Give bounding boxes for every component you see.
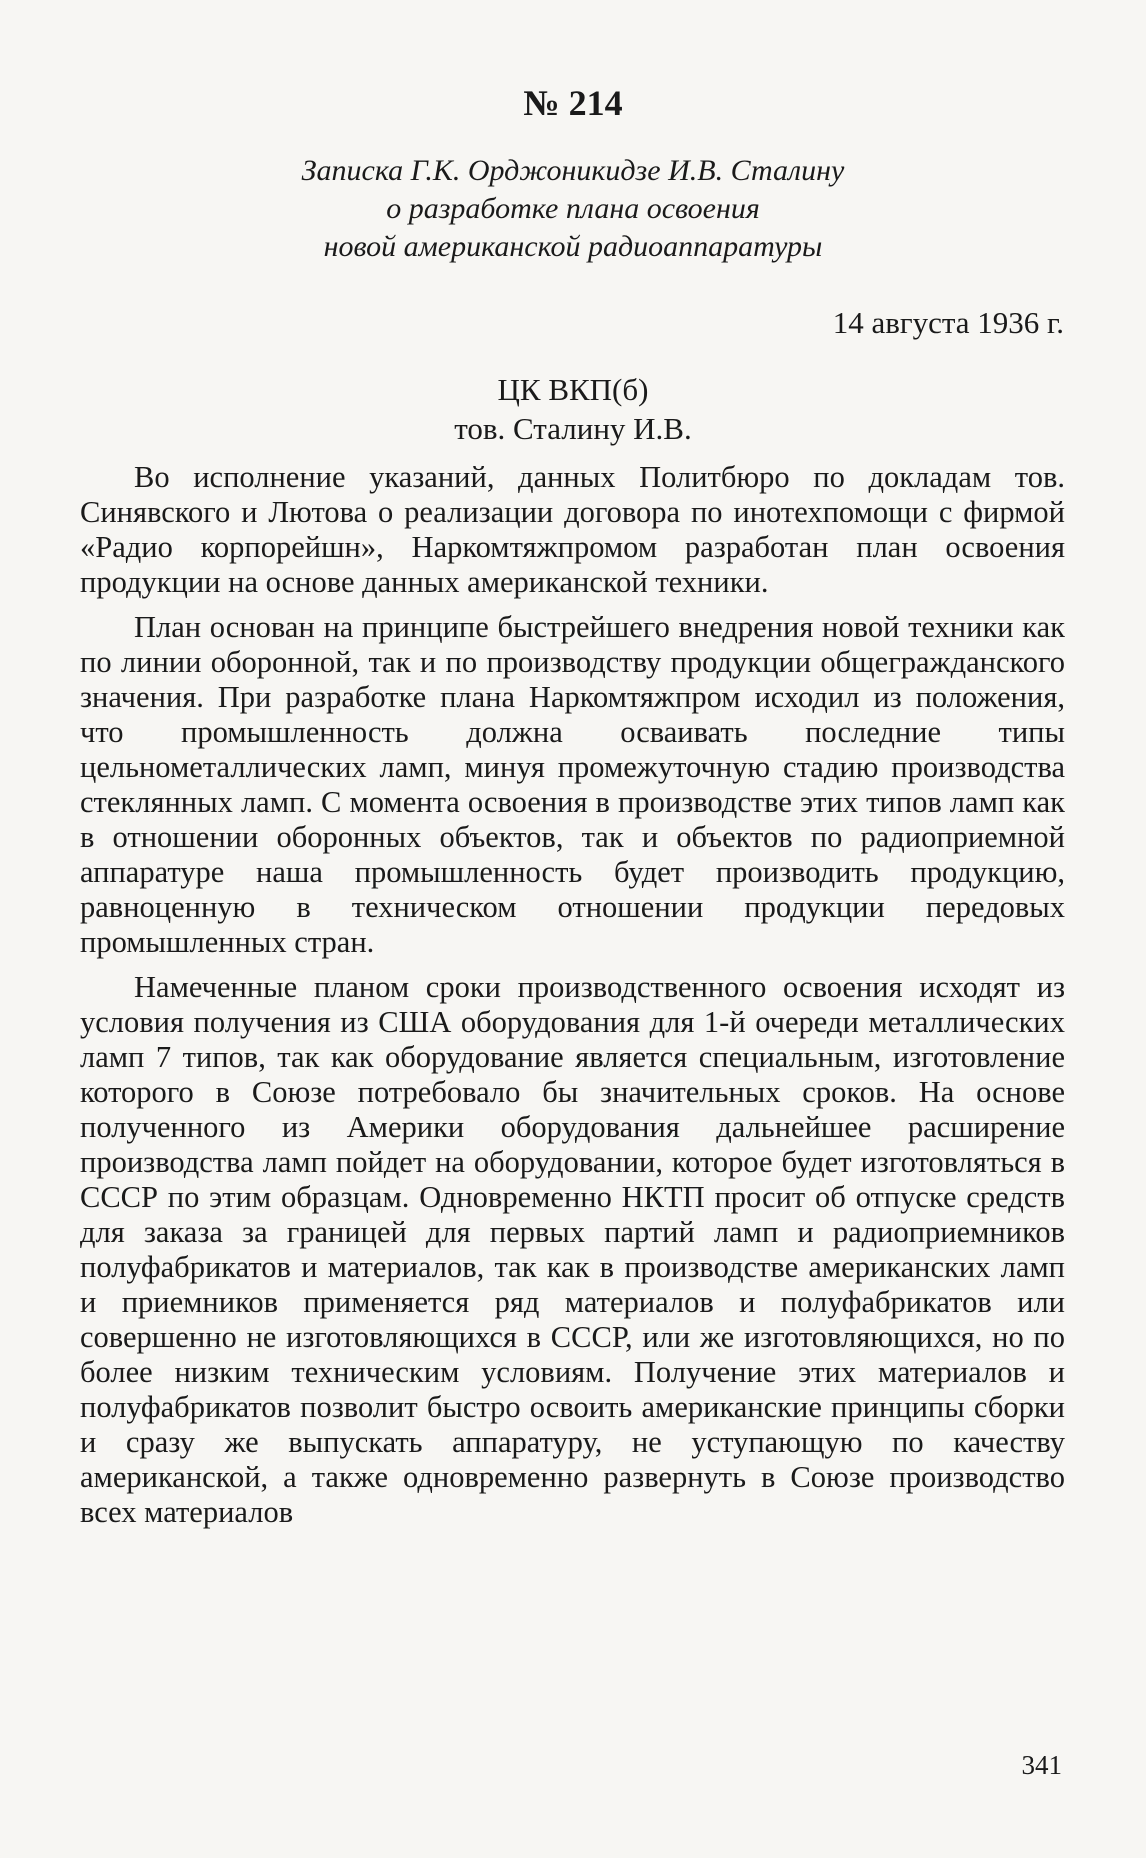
body-paragraph: Намеченные планом сроки производственного освоения исходят из условия получения из США оборудования для 1-й очереди металлических ламп 7 типов, так как оборудование является специальным, изготовление которого в Союзе потребовало бы значительных сроков. На основе полученного из Америки оборудования дальнейшее расширение производства ламп пойдет на оборудовании, которое будет изготовляться в СССР по этим образцам. Одновременно НКТП просит об отпуске средств для заказа за границей для первых партий ламп и радиоприемников полуфабрикатов и материалов, так как в производстве американских ламп и приемников применяется ряд материалов и полуфабрикатов или совершенно не изготовляющихся в СССР, или же изготовляющихся, но по более низким техническим условиям. Получение этих материалов и полуфабрикатов позволит быстро освоить американские принципы сборки и сразу же выпускать аппаратуру, не уступающую по качеству американской, а также одновременно развернуть в Союзе производство всех материалов bbox=[80, 970, 1065, 1529]
document-heading bbox=[0, 152, 1146, 266]
addressee-line: ЦК ВКП(б) bbox=[497, 372, 649, 407]
body-paragraph: Во исполнение указаний, данных Политбюро по докладам тов. Синявского и Лютова о реализации договора по инотехпомощи с фирмой «Радио корпорейшн», Наркомтяжпромом разработан план освоения продукции на основе данных американской техники. bbox=[80, 460, 1065, 599]
addressee-line: тов. Сталину И.В. bbox=[454, 411, 692, 446]
heading-line: новой американской радиоаппаратуры bbox=[323, 230, 823, 263]
document-body bbox=[80, 460, 1065, 1540]
heading-line: Записка Г.К. Орджоникидзе И.В. Сталину bbox=[301, 154, 845, 187]
document-number: № 214 bbox=[523, 83, 623, 123]
body-paragraph: План основан на принципе быстрейшего внедрения новой техники как по линии оборонной, так и по производству продукции общегражданского значения. При разработке плана Наркомтяжпром исходил из положения, что промышленность должна осваивать последние типы цельнометаллических ламп, минуя промежуточную стадию производства стеклянных ламп. С момента освоения в производстве этих типов ламп как в отношении оборонных объектов, так и объектов по радиоприемной аппаратуре наша промышленность будет производить продукцию, равноценную в техническом отношении продукции передовых промышленных стран. bbox=[80, 610, 1065, 959]
addressee-block bbox=[0, 370, 1146, 448]
document-date: 14 августа 1936 г. bbox=[832, 305, 1064, 340]
heading-line: о разработке плана освоения bbox=[386, 192, 760, 225]
page-number: 341 bbox=[1021, 1750, 1062, 1780]
